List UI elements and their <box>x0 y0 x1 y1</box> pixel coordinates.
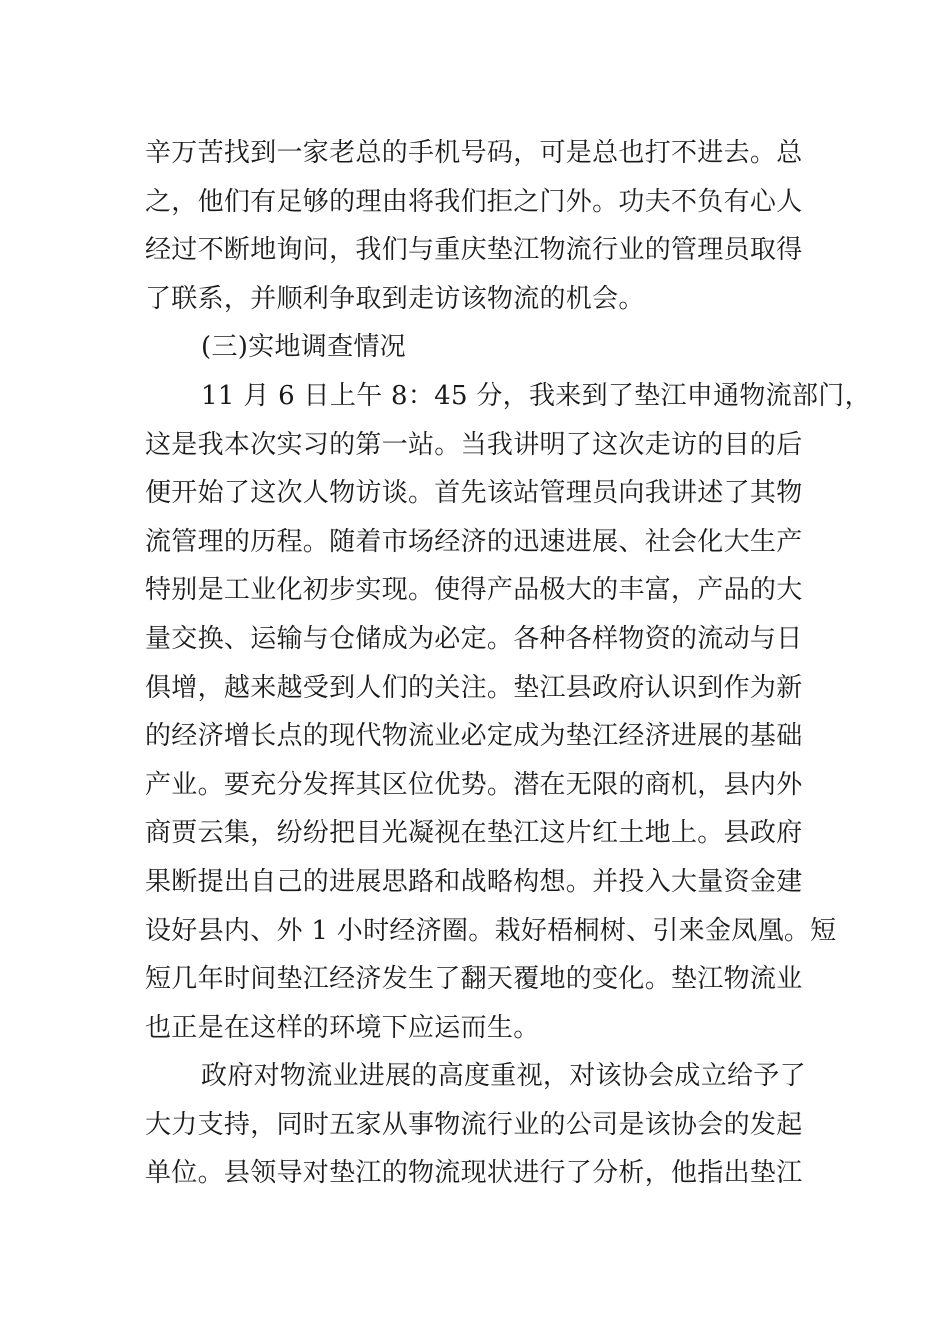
body-text <box>145 129 871 1198</box>
text-line: 11 月 6 日上午 8：45 分，我来到了垫江申通物流部门， <box>201 380 871 411</box>
text-line: 短几年时间垫江经济发生了翻天覆地的变化。垫江物流业 <box>145 964 803 995</box>
text-line: 政府对物流业进展的高度重视，对该协会成立给予了 <box>201 1061 806 1092</box>
text-line: 的经济增长点的现代物流业必定成为垫江经济进展的基础 <box>145 721 803 752</box>
text-line: 便开始了这次人物访谈。首先该站管理员向我讲述了其物 <box>145 478 803 509</box>
text-line: 这是我本次实习的第一站。当我讲明了这次走访的目的后 <box>145 429 803 460</box>
text-line: 单位。县领导对垫江的物流现状进行了分析，他指出垫江 <box>145 1158 803 1189</box>
text-line: 产业。要充分发挥其区位优势。潜在无限的商机，县内外 <box>145 769 803 800</box>
text-line: 果断提出自己的进展思路和战略构想。并投入大量资金建 <box>145 866 803 897</box>
text-line: 量交换、运输与仓储成为必定。各种各样物资的流动与日 <box>145 623 803 654</box>
text-line: 了联系，并顺利争取到走访该物流的机会。 <box>145 283 645 314</box>
text-line: 特别是工业化初步实现。使得产品极大的丰富，产品的大 <box>145 575 803 606</box>
text-line: 设好县内、外 1 小时经济圈。栽好梧桐树、引来金凤凰。短 <box>145 915 837 946</box>
text-line: 也正是在这样的环境下应运而生。 <box>145 1012 540 1043</box>
section-heading: (三)实地调查情况 <box>201 332 406 363</box>
text-line: 辛万苦找到一家老总的手机号码，可是总也打不进去。总 <box>145 138 803 168</box>
text-line: 流管理的历程。随着市场经济的迅速进展、社会化大生产 <box>145 526 803 557</box>
text-line: 商贾云集，纷纷把目光凝视在垫江这片红土地上。县政府 <box>145 818 803 849</box>
text-line: 之，他们有足够的理由将我们拒之门外。功夫不负有心人 <box>145 186 803 217</box>
text-line: 经过不断地询问，我们与重庆垫江物流行业的管理员取得 <box>145 235 803 266</box>
text-line: 大力支持，同时五家从事物流行业的公司是该协会的发起 <box>145 1109 803 1140</box>
text-line: 俱增，越来越受到人们的关注。垫江县政府认识到作为新 <box>145 672 803 703</box>
